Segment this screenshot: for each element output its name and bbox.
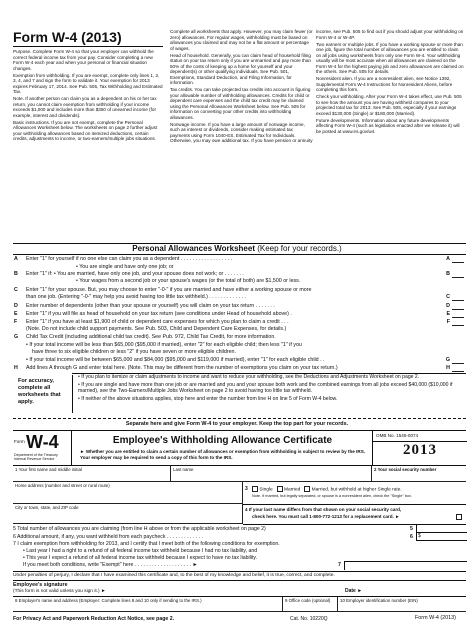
- line-ref: B: [446, 271, 450, 277]
- line-letter: E: [14, 311, 18, 317]
- ein-label: 10 Employer identification number (EIN): [340, 598, 418, 603]
- check-withholding-paragraph: Check your withholding. After your Form W-4 takes effect, use Pub. 505 to see how the amount you are having withheld compares to your projected total tax for 2013. See Pub. 505, especially if your earnings exceed $130,000 (Single) or $180,000 (Married).: [316, 94, 462, 116]
- worksheet-heading-rule: [13, 254, 466, 255]
- dollar-sign: $: [418, 533, 421, 539]
- married-checkbox[interactable]: [277, 486, 283, 492]
- catalog-number: Cat. No. 10220Q: [290, 616, 328, 622]
- line7-text: 7 I claim exemption from withholding for 2013, and I certify that I meet both of the following conditions for exemption.: [13, 541, 280, 547]
- form-id-block: [13, 431, 72, 465]
- married-label: Married: [284, 487, 301, 493]
- last-name-field[interactable]: [171, 466, 372, 482]
- accuracy-item-two-earners: • If you are single and have more than one job or are married and you and your spouse both work and the combined earnings from all jobs exceed $40,000 ($10,000 if married), see the Two-Earners/Multiple Jobs Worksheet on page 2 to avoid having too little tax withheld.: [78, 381, 453, 395]
- exempt-entry[interactable]: [344, 561, 467, 570]
- line-letter: D: [14, 303, 18, 309]
- form-title: Form W-4 (2013): [13, 29, 122, 45]
- filing-note: Note. If married, but legally separated, or spouse is a nonresident alien, check the "Single" box.: [252, 494, 412, 498]
- worksheet-heading: [0, 244, 474, 253]
- office-code-field[interactable]: [283, 597, 338, 612]
- line-ref: A: [446, 256, 450, 262]
- entry-box-h[interactable]: [452, 365, 464, 372]
- line-text: Enter number of dependents (other than your spouse or yourself) you will claim on your tax return . . . . . . .: [26, 303, 275, 309]
- name-differs-checkbox[interactable]: [456, 514, 462, 520]
- line-letter: A: [14, 256, 18, 262]
- line-letter: H: [14, 365, 18, 371]
- line-letter: F: [14, 319, 18, 325]
- entry-box-a[interactable]: [452, 256, 464, 263]
- line4-text: 4 If your last name differs from that shown on your social security card,: [245, 507, 402, 512]
- head-of-household-paragraph: Head of household. Generally, you can claim head of household filing status on your tax return only if you are unmarried and pay more than 50% of the costs of keeping up a home for yourself and your dependent(s) or other qualifying individuals. See Pub. 501, Exemptions, Standard Deduction, and Filing Information, for information.: [170, 52, 311, 85]
- line6-entry[interactable]: [416, 533, 467, 541]
- ssn-label: 2 Your social security number: [374, 467, 437, 472]
- line-letter: C: [14, 287, 18, 293]
- intro-column-3: [316, 29, 464, 136]
- line5-text: 5 Total number of allowances you are claiming (from line H above or from the applicable worksheet on page 2): [13, 526, 266, 532]
- last-name-label: Last name: [173, 467, 194, 472]
- line6: [13, 533, 466, 541]
- two-earners-paragraph: Two earners or multiple jobs. If you have a working spouse or more than one job, figure the total number of allowances you are entitled to claim on all jobs using worksheets from only one Form W-4. Your withholding usually will be most accurate when all allowances are claimed on the Form W-4 for the highest paying job and zero allowances are claimed on the others. See Pub. 505 for details.: [316, 41, 464, 74]
- line-ref: C: [446, 294, 450, 300]
- accuracy-label: For accuracy, complete all worksheets that apply.: [18, 378, 61, 405]
- line-text: Child Tax Credit (including additional child tax credit). See Pub. 972, Child Tax Credit, for more information.: [26, 334, 276, 340]
- entry-box-f[interactable]: [452, 319, 464, 326]
- privacy-notice: For Privacy Act and Paperwork Reduction Act Notice, see page 2.: [13, 616, 175, 622]
- cut-line-text: Separate here and give Form W-4 to your employer. Keep the top part for your records.: [125, 421, 349, 427]
- line-letter: B: [14, 271, 18, 277]
- omb-number: OMB No. 1545-0074: [373, 431, 467, 442]
- single-checkbox[interactable]: [252, 486, 258, 492]
- future-developments-paragraph: Future developments. Information about any future developments affecting Form W-4 (such as legislation enacted after we release it) will be posted at www.irs.gov/w4.: [316, 117, 460, 134]
- worksheets-paragraph: Complete all worksheets that apply. However, you may claim fewer (or zero) allowances. For regular wages, withholding must be based on allowances you claimed and may not be a flat amount or percentage of wages.: [170, 29, 313, 51]
- married-higher-rate-label: Married, but withhold at higher Single rate.: [311, 487, 402, 493]
- married-higher-rate-checkbox[interactable]: [304, 486, 310, 492]
- single-label: Single: [259, 487, 273, 493]
- date-field[interactable]: [370, 582, 466, 596]
- first-name-label: 1 Your first name and middle initial: [15, 467, 82, 472]
- certificate-warning: ► Whether you are entitled to claim a certain number of allowances or exemption from withholding is subject to review by the IRS. Your employer may be required to send a copy of this form to the IRS.: [80, 449, 366, 460]
- exemption-paragraph: Exemption from withholding. If you are exempt, complete only lines 1, 2, 3, 4, and 7 and sign the form to validate it. Your exemption for 2013 expires February 17, 2014. See Pub. 505, Tax Withholding and Estimated Tax.: [13, 72, 163, 94]
- line7-exempt-text: If you meet both conditions, write "Exempt" here . . . . . . . . . . . . . . . . . . . . ►: [23, 562, 198, 568]
- purpose-paragraph: Purpose. Complete Form W-4 so that your employer can withhold the correct federal income tax from your pay. Consider completing a new Form W-4 each year and when your personal or financial situation changes.: [13, 49, 154, 71]
- line-text: Add lines A through G and enter total here. (Note. This may be different from the number of exemptions you claim on your tax return.): [26, 365, 338, 371]
- form-reference: Form W-4 (2013): [415, 615, 456, 621]
- entry-box-d[interactable]: [452, 303, 464, 310]
- line-ref: G: [445, 357, 450, 363]
- line7-condition-a: • Last year I had a right to a refund of all federal income tax withheld because I had no tax liability, and: [23, 548, 258, 554]
- line-text: Enter "1" if you have at least $1,900 of child or dependent care expenses for which you plan to claim a credit . . .: [26, 319, 289, 325]
- line-text: Enter "1" for your spouse. But, you may choose to enter "-0-" if you are married and have either a working spouse or more: [26, 287, 312, 293]
- dependent-note-paragraph: Note. If another person can claim you as a dependent on his or her tax return, you cannot claim exemption from withholding if your income exceeds $1,000 and includes more than $350 of unearned income (for example, interest and dividends).: [13, 96, 157, 118]
- signature-note: (This form is not valid unless you sign it.) ►: [13, 589, 106, 594]
- line-text: • You are single and have only one job; or: [76, 264, 174, 270]
- line5-number: 5: [410, 526, 413, 532]
- line-text: • If your total income will be between $65,000 and $84,000 ($95,000 and $119,000 if married), enter "1" for each eligible child . .: [26, 357, 325, 363]
- home-address-field[interactable]: [13, 482, 243, 504]
- line6-text: 6 Additional amount, if any, you want withheld from each paycheck . . . . . . . . . . . . .: [13, 534, 203, 540]
- line4-text-2: check here. You must call 1-800-772-1213 for a replacement card. ►: [252, 514, 400, 519]
- intro-column-1: [13, 49, 163, 143]
- filing-status-block: [243, 482, 466, 505]
- city-state-zip-label: City or town, state, and ZIP code: [15, 505, 79, 510]
- cut-line: [13, 418, 466, 419]
- certificate-title: Employee's Withholding Allowance Certificate: [112, 435, 333, 446]
- line-ref: H: [446, 365, 450, 371]
- entry-box-e[interactable]: [452, 311, 464, 318]
- line4-block: [243, 504, 466, 525]
- employer-name-label: 8 Employer's name and address (Employer: Complete lines 8 and 10 only if sending to the IRS.): [15, 598, 202, 603]
- line3-number: 3: [245, 486, 248, 492]
- title-rule: [13, 46, 163, 47]
- worksheet-subtitle: (Keep for your records.): [257, 244, 342, 253]
- accuracy-item-deductions: • If you plan to itemize or claim adjustments to income and want to reduce your withholding, see the Deductions and Adjustments Worksheet on page 2.: [78, 374, 420, 380]
- home-address-label: Home address (number and street or rural route): [15, 483, 110, 488]
- tax-credits-paragraph: Tax credits. You can take projected tax credits into account in figuring your allowable number of withholding allowances. Credits for child or dependent care expenses and the child tax credit may be claimed using the Personal Allowances Worksheet below. See Pub. 505 for information on converting your other credits into withholding allowances.: [170, 87, 311, 120]
- signature-field[interactable]: [130, 582, 340, 596]
- line6-number: 6: [410, 534, 413, 540]
- nonresident-paragraph: Nonresident alien. If you are a nonresident alien, see Notice 1392, Supplemental Form W-4 Instructions for Nonresident Aliens, before completing this form.: [316, 76, 453, 92]
- line7-bottom-rule: [13, 571, 466, 572]
- form-label: Form: [14, 439, 25, 444]
- accuracy-brace: [72, 375, 77, 413]
- line-letter: G: [14, 334, 19, 340]
- line-text: • Your wages from a second job or your spouse's wages (or the total of both) are $1,500 or less.: [76, 278, 301, 284]
- omb-year-block: [372, 431, 467, 465]
- city-state-zip-field[interactable]: [13, 504, 243, 524]
- intro-column-2: [170, 29, 313, 145]
- employer-name-field[interactable]: [13, 597, 283, 612]
- line-text: Enter "1" if: • You are married, have only one job, and your spouse does not work; or . . . . . . .: [26, 271, 244, 277]
- line-text: than one job. (Entering "-0-" may help you avoid having too little tax withheld.) . . . . . . . . . . . . .: [26, 294, 247, 300]
- line-ref: F: [446, 319, 450, 325]
- ssn-field[interactable]: [372, 466, 466, 482]
- ein-field[interactable]: [338, 597, 466, 612]
- date-label: Date ►: [345, 588, 363, 594]
- filing-options: [252, 486, 402, 492]
- accuracy-item-neither: • If neither of the above situations applies, stop here and enter the number from line H on line 5 of Form W-4 below.: [78, 395, 338, 402]
- pension-paragraph: income, see Pub. 505 to find out if you should adjust your withholding on Form W-4 or W-4P.: [316, 29, 464, 40]
- line-ref: E: [446, 311, 450, 317]
- perjury-statement: Under penalties of perjury, I declare that I have examined this certificate and, to the best of my knowledge and belief, it is true, correct, and complete.: [13, 573, 335, 578]
- basic-instructions-paragraph: Basic instructions. If you are not exempt, complete the Personal Allowances Worksheet below. The worksheets on page 2 further adjust your withholding allowances based on itemized deductions, certain credits, adjustments to income, or two-earners/multiple jobs situations.: [13, 119, 158, 141]
- line-text: have three to six eligible children or less "2" if you have seven or more eligible children.: [32, 349, 236, 355]
- worksheet-title: Personal Allowances Worksheet: [132, 244, 255, 253]
- line-text: • If your total income will be less than $65,000 ($95,000 if married), enter "2" for each eligible child; then less "1" if you: [26, 342, 302, 348]
- department-text: Department of the Treasury Internal Revenue Service: [14, 453, 58, 462]
- accuracy-items: [78, 374, 466, 402]
- form-name: W-4: [26, 432, 59, 452]
- line-text: Enter "1" for yourself if no one else can claim you as a dependent . . . . . . . . . . . . . . . . . .: [26, 256, 233, 262]
- first-name-field[interactable]: [13, 466, 171, 482]
- tax-year: 2013: [403, 441, 437, 458]
- line-text: (Note. Do not include child support payments. See Pub. 503, Child and Dependent Care Expenses, for details.): [26, 326, 287, 332]
- line-text: Enter "1" if you will file as head of household on your tax return (see conditions under Head of household above) .: [26, 311, 292, 317]
- line7-number: 7: [338, 562, 341, 568]
- perjury-rule: [13, 580, 466, 581]
- line7: [13, 541, 466, 571]
- line-ref: D: [446, 303, 450, 309]
- line7-condition-b: • This year I expect a refund of all federal income tax withheld because I expect to have no tax liability.: [23, 555, 258, 561]
- line5-entry[interactable]: [416, 525, 467, 533]
- signature-label: Employee's signature: [13, 582, 68, 588]
- office-code-label: 9 Office code (optional): [285, 598, 331, 603]
- nonwage-income-paragraph: Nonwage income. If you have a large amount of nonwage income, such as interest or dividends, consider making estimated tax payments using Form 1040-ES, Estimated Tax for Individuals. Otherwise, you may owe additional tax. If you have pension or annuity: [170, 121, 313, 143]
- entry-box-b[interactable]: [452, 271, 464, 278]
- entry-box-g[interactable]: [452, 357, 464, 364]
- entry-box-c[interactable]: [452, 294, 464, 301]
- line5: [13, 525, 466, 533]
